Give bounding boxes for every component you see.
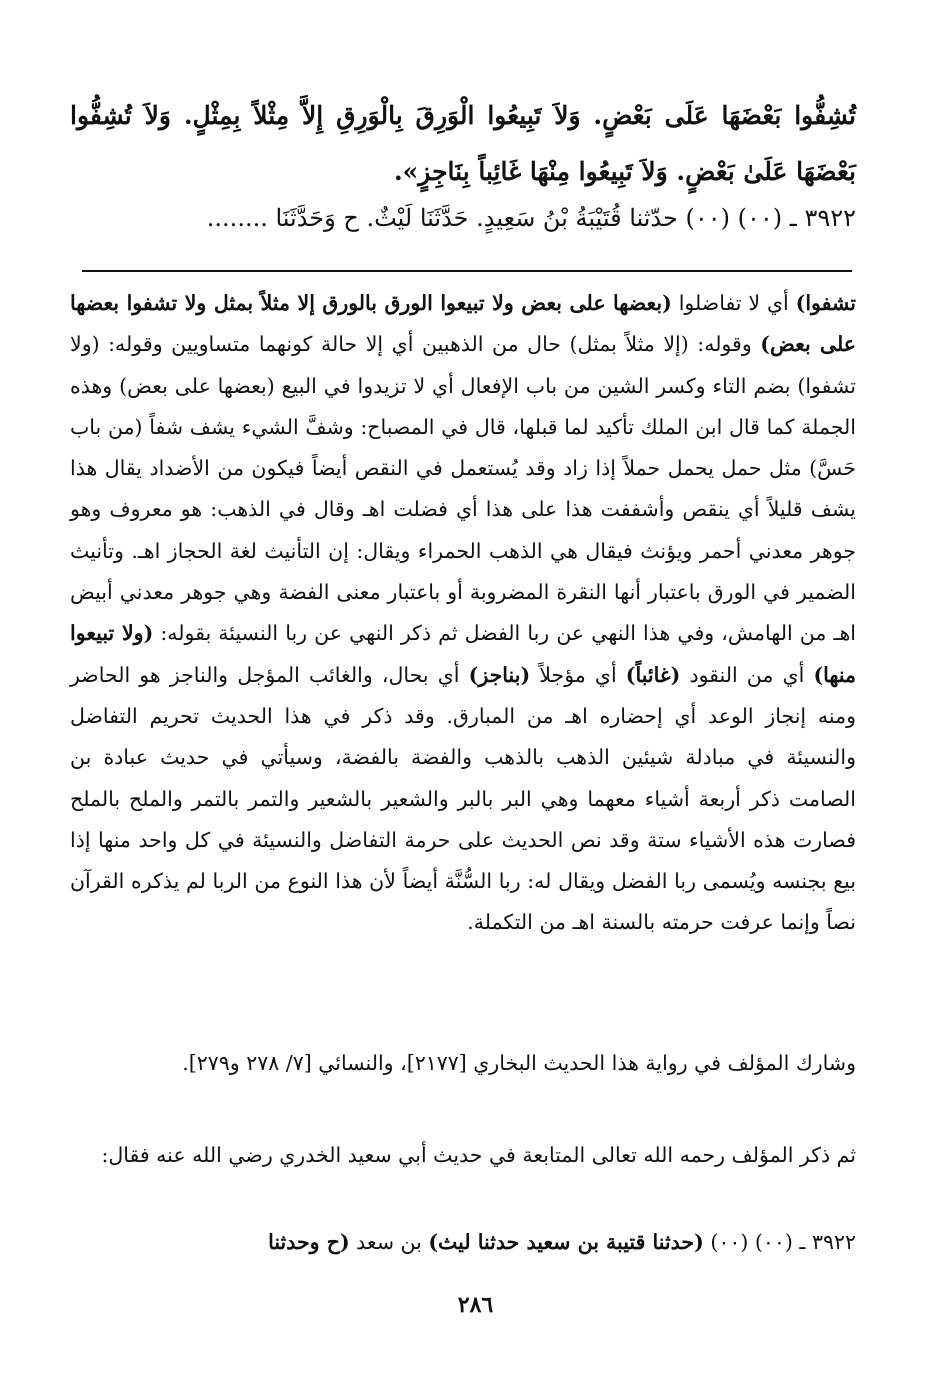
hadith-isnad: ٣٩٢٢ ـ (٠٠) (٠٠) حدّثنا قُتَيْبَةُ بْنُ سَعِيدٍ. حَدَّثَنَا لَيْثٌ. ح وَحَدَّثَنَا ........: [206, 204, 856, 232]
commentary-quote: (ولا تبيعوا منها): [70, 621, 856, 687]
next-isnad-line: [70, 1222, 856, 1262]
page-number: ٢٨٦: [457, 1292, 494, 1318]
isnad-text: بن سعد: [349, 1230, 429, 1254]
commentary-quote: (بناجز): [468, 662, 531, 687]
hadith-matn: تُشِفُّوا بَعْضَهَا عَلَى بَعْضٍ. وَلاَ تَبِيعُوا الْوَرِقَ بِالْوَرِقِ إِلاَّ مِثْلاً بِمِثْلٍ. وَلاَ تُشِفُّوا بَعْضَهَا عَلَىٰ بَعْضٍ. وَلاَ تَبِيعُوا مِنْهَا غَائِباً بِنَاجِزٍ».: [70, 101, 856, 186]
mutabaah-paragraph: ثم ذكر المؤلف رحمه الله تعالى المتابعة في حديث أبي سعيد الخدري رضي الله عنه فقال:: [101, 1143, 856, 1167]
commentary-quote: (بعضها على بعض ولا تبيعوا الورق بالورق إلا مثلاً بمثل ولا تشفوا بعضها على بعض): [70, 291, 856, 357]
commentary-quote: تشفوا): [795, 291, 856, 315]
commentary-paragraph: [70, 283, 856, 944]
commentary-text: أي لا تفاضلوا: [671, 291, 796, 315]
isnad-quote: (حدثنا قتيبة بن سعيد حدثنا ليث): [428, 1230, 704, 1254]
hadith-number: ٣٩٢٢ ـ (٠٠) (٠٠): [703, 1230, 856, 1254]
commentary-text: أي مؤجلاً: [530, 662, 626, 687]
commentary-text: وقوله: (إلا مثلاً بمثل) حال من الذهبين أي إلا حالة كونهما متساويين وقوله: (ولا تشفوا) بضم التاء وكسر الشين من باب الإفعال أي لا تزيدوا في البيع (بعضها على بعض) وهذه الجملة كما قال ابن الملك تأكيد لما قبلها، قال في المصباح: وشفَّ الشيء يشف شفاً (من باب حَسَّ) مثل حمل يحمل حملاً إذا زاد وقد يُستعمل في النقص أيضاً فيكون من الأضداد يقال هذا يشف قليلاً أي ينقص وأشففت هذا على هذا أي فضلت اهـ وقال في الذهب: هو معروف وهو جوهر معدني أحمر ويؤنث فيقال هي الذهب الحمراء ويقال: إن التأنيث لغة الحجاز اهـ. وتأنيث الضمير في الورق باعتبار أنها النقرة المضروبة أو باعتبار معنى الفضة وهي جوهر معدني أبيض اهـ من الهامش، وفي هذا النهي عن ربا الفضل ثم ذكر النهي عن ربا النسيئة بقوله:: [70, 332, 856, 646]
takhrij-paragraph: وشارك المؤلف في رواية هذا الحديث البخاري [٢١٧٧]، والنسائي [٧/ ٢٧٨ و٢٧٩].: [182, 1051, 856, 1075]
commentary-text: أي من النقود: [680, 662, 814, 687]
footnote-divider: [82, 270, 852, 272]
commentary-text: أي بحال، والغائب المؤجل والناجز هو الحاضر ومنه إنجاز الوعد أي إحضاره اهـ من المبارق. وقد ذكر في هذا الحديث تحريم التفاضل والنسيئة في مبادلة شيئين الذهب بالذهب والفضة بالفضة، وسيأتي في حديث عبادة بن الصامت ذكر أربعة أشياء معهما وهي البر بالبر والشعير بالشعير والتمر بالتمر والملح بالملح فصارت هذه الأشياء ستة وقد نص الحديث على حرمة التفاضل والنسيئة في كل واحد منها إذا بيع بجنسه ويُسمى ربا الفضل ويقال له: ربا السُّنَّة أيضاً لأن هذا النوع من الربا لم يذكره القرآن نصاً وإنما عرفت حرمته بالسنة اهـ من التكملة.: [70, 662, 856, 935]
isnad-quote: (ح وحدثنا: [268, 1230, 350, 1254]
commentary-quote: (غائباً): [625, 662, 681, 687]
